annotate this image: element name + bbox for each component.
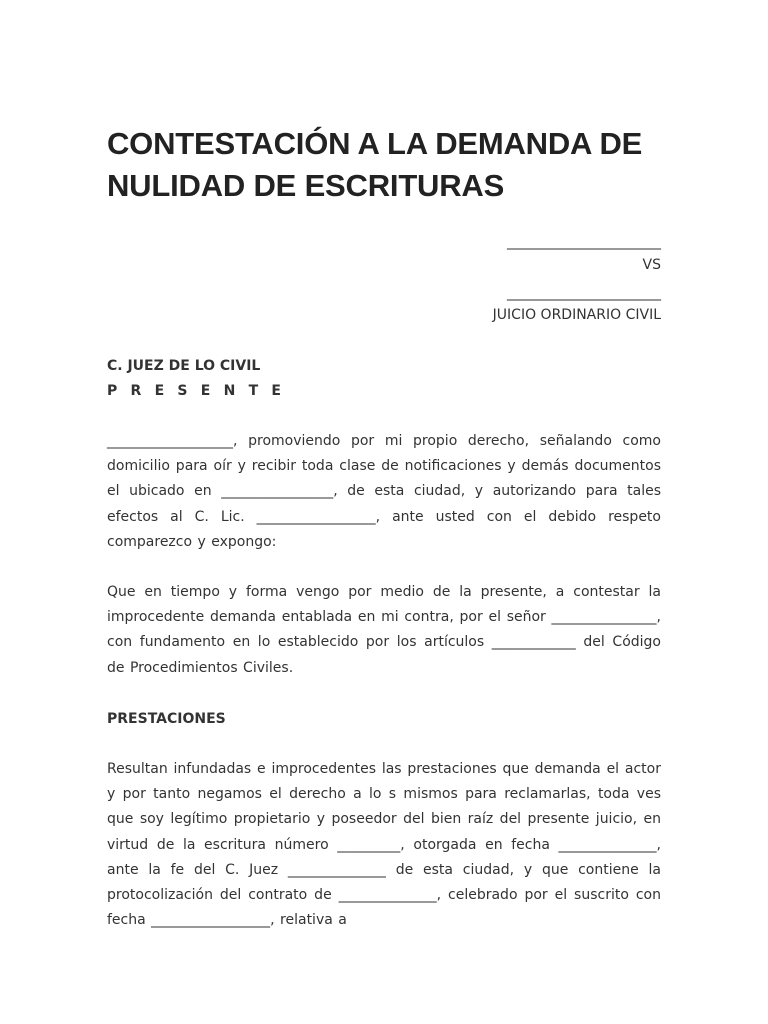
blank-line-defendant: ______________________ — [507, 285, 661, 301]
blank-line-plaintiff: ______________________ — [507, 234, 661, 250]
presente-label: P R E S E N T E — [107, 383, 286, 399]
section-heading-prestaciones: PRESTACIONES — [107, 711, 226, 727]
paragraph-prestaciones: Resultan infundadas e improcedentes las prestaciones que demanda el actor y por tanto negamos el derecho a lo s mismos para reclamarlas, toda ves que soy legítimo propietario y poseedor del bien raíz del presente juicio, en virtud de la escritura número _________, otorgada en fecha ______________, ante la fe del C. Juez ______________ de esta ciudad, y que contiene la protocolización del contrato de ______________, celebrado por el suscrito con fecha _________________, relativa a — [107, 761, 661, 929]
paragraph-answer: Que en tiempo y forma vengo por medio de la presente, a contestar la improcedente demanda entablada en mi contra, por el señor _______________, con fundamento en lo establecido por los artículos ____________ del Código de Procedimientos Civiles. — [107, 584, 661, 676]
case-type: JUICIO ORDINARIO CIVIL — [492, 307, 661, 323]
versus-label: VS — [642, 257, 661, 273]
document-title: CONTESTACIÓN A LA DEMANDA DE NULIDAD DE ESCRITURAS — [107, 126, 643, 203]
paragraph-introduction: __________________, promoviendo por mi propio derecho, señalando como domicilio para oír y recibir toda clase de notificaciones y demás documentos el ubicado en ________________, de esta ciudad, y autorizando para tales efectos al C. Lic. _________________, ante usted con el debido respeto comparezco y expongo: — [107, 433, 661, 550]
addressee: C. JUEZ DE LO CIVIL — [107, 358, 261, 374]
